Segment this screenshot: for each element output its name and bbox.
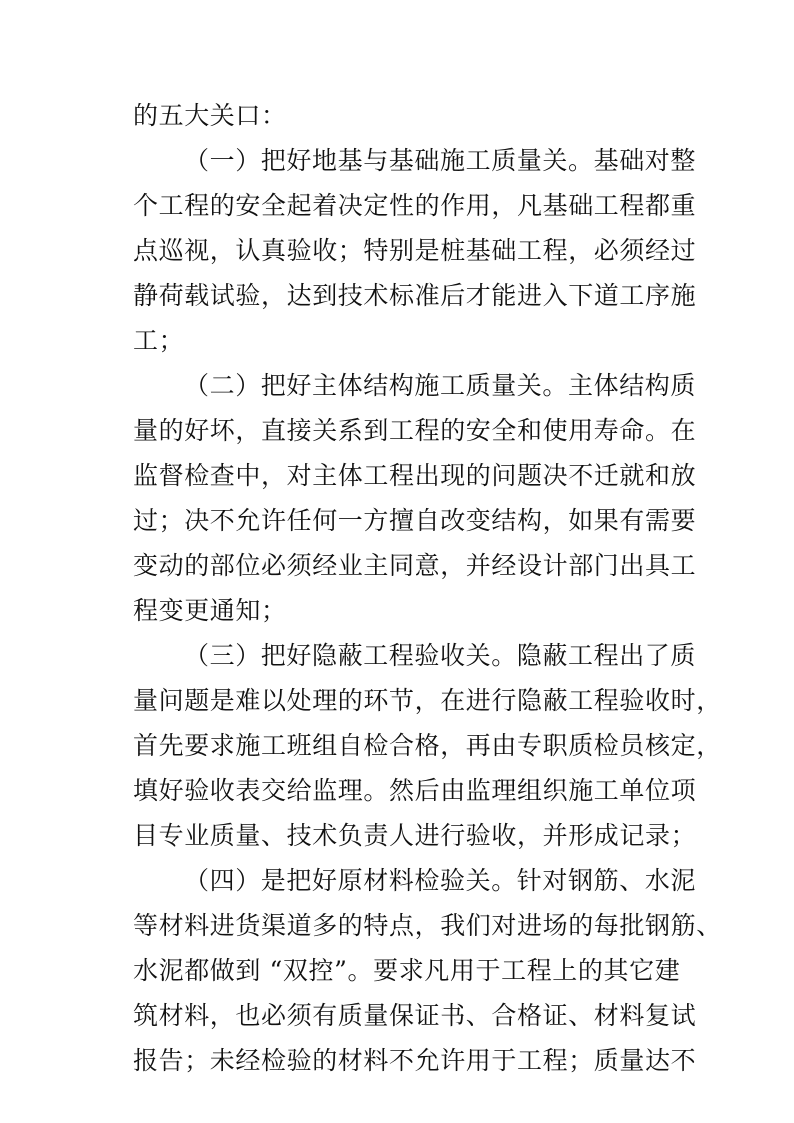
text-line-17: 目专业质量、技术负责人进行验收，并形成记录； — [133, 821, 697, 850]
text-line-4: 点巡视，认真验收；特别是桩基础工程，必须经过 — [133, 236, 697, 265]
text-line-5: 静荷载试验，达到技术标准后才能进入下道工序施 — [133, 281, 697, 310]
text-line-2: （一）把好地基与基础施工质量关。基础对整 — [184, 146, 697, 175]
text-line-6: 工； — [133, 326, 185, 355]
text-line-13: （三）把好隐蔽工程验收关。隐蔽工程出了质 — [184, 641, 697, 670]
text-line-9: 监督检查中，对主体工程出现的问题决不迁就和放 — [133, 461, 697, 490]
text-line-7: （二）把好主体结构施工质量关。主体结构质 — [184, 371, 697, 400]
text-line-16: 填好验收表交给监理。然后由监理组织施工单位项 — [133, 776, 697, 805]
text-line-11: 变动的部位必须经业主同意，并经设计部门出具工 — [133, 551, 697, 580]
text-line-15: 首先要求施工班组自检合格，再由专职质检员核定， — [133, 731, 722, 760]
text-line-20: 水泥都做到 “双控”。要求凡用于工程上的其它建 — [133, 956, 681, 985]
text-line-22: 报告；未经检验的材料不允许用于工程；质量达不 — [133, 1046, 697, 1075]
text-line-21: 筑材料，也必须有质量保证书、合格证、材料复试 — [133, 1001, 697, 1030]
text-line-19: 等材料进货渠道多的特点，我们对进场的每批钢筋、 — [133, 911, 722, 940]
text-line-12: 程变更通知； — [133, 596, 287, 625]
text-line-3: 个工程的安全起着决定性的作用，凡基础工程都重 — [133, 191, 697, 220]
text-line-8: 量的好坏，直接关系到工程的安全和使用寿命。在 — [133, 416, 697, 445]
text-line-14: 量问题是难以处理的环节，在进行隐蔽工程验收时， — [133, 686, 722, 715]
text-line-10: 过；决不允许任何一方擅自改变结构，如果有需要 — [133, 506, 697, 535]
text-line-1: 的五大关口： — [133, 101, 287, 130]
text-line-18: （四）是把好原材料检验关。针对钢筋、水泥 — [184, 866, 697, 895]
